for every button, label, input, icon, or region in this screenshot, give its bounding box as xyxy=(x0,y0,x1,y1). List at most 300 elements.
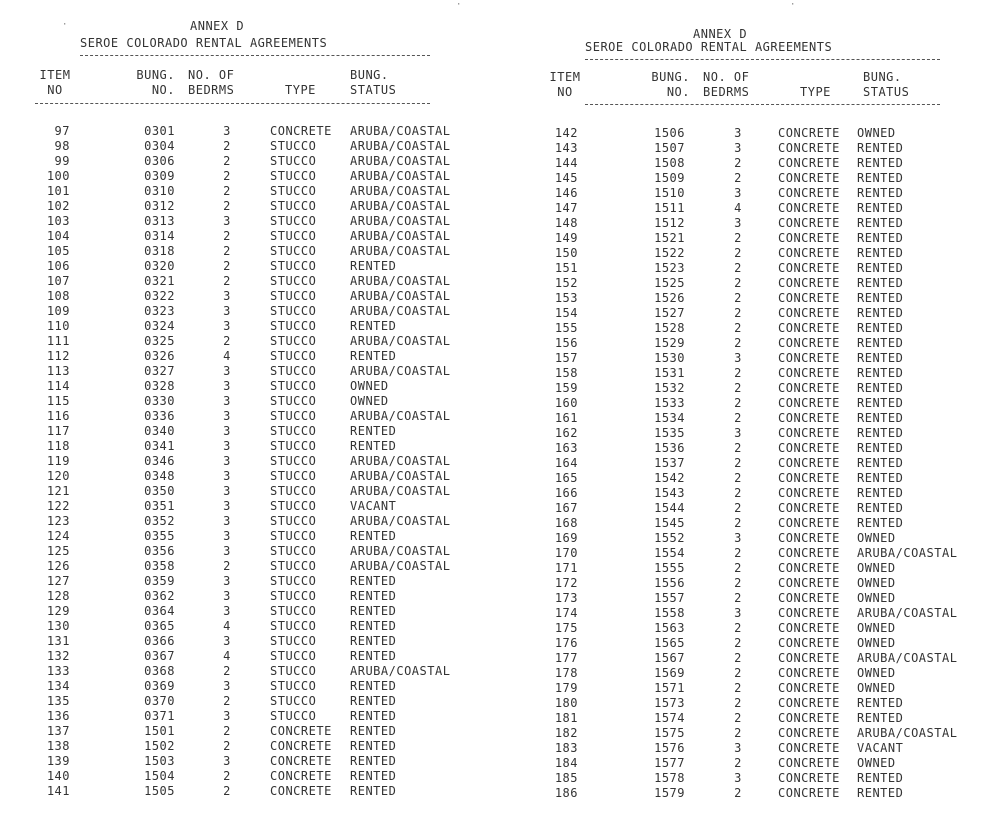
bungalow-number: 1525 xyxy=(654,276,685,290)
construction-type: STUCCO xyxy=(270,394,317,408)
item-number: 182 xyxy=(554,726,578,740)
bungalow-number: 0324 xyxy=(144,319,175,333)
table-row xyxy=(30,139,500,154)
bungalow-number: 0359 xyxy=(144,574,175,588)
construction-type: STUCCO xyxy=(270,259,317,273)
table-row xyxy=(545,501,1000,516)
bedroom-count: 3 xyxy=(223,124,231,138)
item-number: 138 xyxy=(46,739,70,753)
construction-type: STUCCO xyxy=(270,364,317,378)
table-row xyxy=(30,364,500,379)
bungalow-number: 0320 xyxy=(144,259,175,273)
table-row xyxy=(545,231,1000,246)
construction-type: CONCRETE xyxy=(778,141,840,155)
item-number: 106 xyxy=(46,259,70,273)
construction-type: CONCRETE xyxy=(270,784,332,798)
construction-type: STUCCO xyxy=(270,214,317,228)
item-number: 107 xyxy=(46,274,70,288)
bedroom-count: 3 xyxy=(734,351,742,365)
bungalow-number: 1530 xyxy=(654,351,685,365)
bedroom-count: 3 xyxy=(223,394,231,408)
bungalow-status: RENTED xyxy=(350,574,397,588)
bungalow-number: 1554 xyxy=(654,546,685,560)
table-row xyxy=(30,754,500,769)
bungalow-status: RENTED xyxy=(350,349,397,363)
bungalow-status: RENTED xyxy=(857,336,904,350)
bedroom-count: 2 xyxy=(734,696,742,710)
bungalow-status: ARUBA/COASTAL xyxy=(350,154,451,168)
table-row xyxy=(30,469,500,484)
bedroom-count: 3 xyxy=(223,214,231,228)
header-bung-no: BUNG. NO. xyxy=(136,68,175,97)
table-row xyxy=(545,261,1000,276)
bedroom-count: 2 xyxy=(734,576,742,590)
construction-type: STUCCO xyxy=(270,544,317,558)
table-row xyxy=(545,171,1000,186)
construction-type: CONCRETE xyxy=(778,561,840,575)
construction-type: CONCRETE xyxy=(778,516,840,530)
bungalow-status: RENTED xyxy=(857,351,904,365)
bungalow-status: ARUBA/COASTAL xyxy=(350,664,451,678)
item-number: 145 xyxy=(554,171,578,185)
construction-type: CONCRETE xyxy=(778,306,840,320)
bungalow-status: ARUBA/COASTAL xyxy=(350,124,451,138)
bedroom-count: 3 xyxy=(223,679,231,693)
bungalow-number: 0314 xyxy=(144,229,175,243)
title-underline xyxy=(80,55,430,56)
table-row xyxy=(545,291,1000,306)
bungalow-status: RENTED xyxy=(350,589,397,603)
construction-type: CONCRETE xyxy=(778,336,840,350)
construction-type: STUCCO xyxy=(270,409,317,423)
bungalow-status: RENTED xyxy=(857,786,904,800)
header-bedrooms: NO. OF BEDRMS xyxy=(703,70,750,99)
bungalow-status: RENTED xyxy=(857,771,904,785)
construction-type: STUCCO xyxy=(270,229,317,243)
construction-type: STUCCO xyxy=(270,199,317,213)
bedroom-count: 2 xyxy=(734,501,742,515)
item-number: 147 xyxy=(554,201,578,215)
bedroom-count: 3 xyxy=(223,424,231,438)
bungalow-number: 0310 xyxy=(144,184,175,198)
bungalow-number: 1522 xyxy=(654,246,685,260)
table-row xyxy=(545,141,1000,156)
construction-type: CONCRETE xyxy=(778,426,840,440)
table-row xyxy=(545,561,1000,576)
bungalow-number: 0368 xyxy=(144,664,175,678)
header-status: BUNG. STATUS xyxy=(863,70,910,99)
bedroom-count: 3 xyxy=(223,604,231,618)
bungalow-status: RENTED xyxy=(350,619,397,633)
bungalow-number: 1532 xyxy=(654,381,685,395)
item-number: 128 xyxy=(46,589,70,603)
construction-type: CONCRETE xyxy=(778,291,840,305)
bungalow-number: 1536 xyxy=(654,441,685,455)
table-row xyxy=(30,634,500,649)
table-row xyxy=(545,621,1000,636)
item-number: 141 xyxy=(46,784,70,798)
bedroom-count: 3 xyxy=(223,364,231,378)
bungalow-number: 0341 xyxy=(144,439,175,453)
bungalow-status: ARUBA/COASTAL xyxy=(857,606,958,620)
table-row xyxy=(30,229,500,244)
construction-type: CONCRETE xyxy=(778,321,840,335)
construction-type: CONCRETE xyxy=(778,756,840,770)
item-number: 159 xyxy=(554,381,578,395)
table-row xyxy=(30,694,500,709)
bungalow-number: 0340 xyxy=(144,424,175,438)
bungalow-number: 0326 xyxy=(144,349,175,363)
bedroom-count: 2 xyxy=(223,769,231,783)
bedroom-count: 3 xyxy=(223,484,231,498)
bedroom-count: 2 xyxy=(223,784,231,798)
item-number: 112 xyxy=(46,349,70,363)
bungalow-status: OWNED xyxy=(857,576,896,590)
table-row xyxy=(545,216,1000,231)
table-body xyxy=(30,124,500,799)
construction-type: STUCCO xyxy=(270,169,317,183)
item-number: 161 xyxy=(554,411,578,425)
bungalow-number: 0358 xyxy=(144,559,175,573)
bungalow-number: 1544 xyxy=(654,501,685,515)
header-item-no: ITEM NO xyxy=(39,68,71,97)
construction-type: STUCCO xyxy=(270,469,317,483)
bedroom-count: 3 xyxy=(223,589,231,603)
item-number: 174 xyxy=(554,606,578,620)
bungalow-number: 1528 xyxy=(654,321,685,335)
table-row xyxy=(30,484,500,499)
construction-type: CONCRETE xyxy=(778,231,840,245)
bungalow-status: RENTED xyxy=(350,694,397,708)
bungalow-number: 0318 xyxy=(144,244,175,258)
bedroom-count: 2 xyxy=(734,636,742,650)
bedroom-count: 3 xyxy=(223,529,231,543)
bungalow-status: ARUBA/COASTAL xyxy=(350,214,451,228)
bungalow-number: 0304 xyxy=(144,139,175,153)
bedroom-count: 2 xyxy=(734,381,742,395)
bungalow-number: 1533 xyxy=(654,396,685,410)
bedroom-count: 3 xyxy=(734,606,742,620)
item-number: 102 xyxy=(46,199,70,213)
item-number: 114 xyxy=(46,379,70,393)
bedroom-count: 2 xyxy=(734,471,742,485)
construction-type: CONCRETE xyxy=(778,771,840,785)
bungalow-number: 0306 xyxy=(144,154,175,168)
table-row xyxy=(30,379,500,394)
item-number: 122 xyxy=(46,499,70,513)
bedroom-count: 3 xyxy=(223,634,231,648)
construction-type: STUCCO xyxy=(270,634,317,648)
bedroom-count: 2 xyxy=(734,396,742,410)
construction-type: CONCRETE xyxy=(778,396,840,410)
bungalow-number: 0355 xyxy=(144,529,175,543)
item-number: 171 xyxy=(554,561,578,575)
item-number: 166 xyxy=(554,486,578,500)
item-number: 115 xyxy=(46,394,70,408)
bedroom-count: 2 xyxy=(734,456,742,470)
bungalow-status: RENTED xyxy=(857,321,904,335)
bungalow-status: ARUBA/COASTAL xyxy=(857,546,958,560)
construction-type: CONCRETE xyxy=(778,156,840,170)
bungalow-number: 1534 xyxy=(654,411,685,425)
construction-type: CONCRETE xyxy=(778,786,840,800)
bungalow-number: 1507 xyxy=(654,141,685,155)
construction-type: CONCRETE xyxy=(778,186,840,200)
table-row xyxy=(30,709,500,724)
item-number: 100 xyxy=(46,169,70,183)
bedroom-count: 2 xyxy=(223,739,231,753)
construction-type: CONCRETE xyxy=(270,739,332,753)
table-row xyxy=(545,756,1000,771)
table-row xyxy=(30,589,500,604)
item-number: 158 xyxy=(554,366,578,380)
bungalow-number: 1545 xyxy=(654,516,685,530)
item-number: 172 xyxy=(554,576,578,590)
bungalow-status: RENTED xyxy=(350,259,397,273)
bungalow-number: 1511 xyxy=(654,201,685,215)
bungalow-number: 1558 xyxy=(654,606,685,620)
bungalow-number: 0322 xyxy=(144,289,175,303)
bedroom-count: 3 xyxy=(223,379,231,393)
construction-type: CONCRETE xyxy=(778,681,840,695)
item-number: 163 xyxy=(554,441,578,455)
item-number: 125 xyxy=(46,544,70,558)
header-item-no: ITEM NO xyxy=(549,70,581,99)
construction-type: CONCRETE xyxy=(778,651,840,665)
bedroom-count: 3 xyxy=(223,304,231,318)
header-underline xyxy=(35,103,430,104)
item-number: 157 xyxy=(554,351,578,365)
table-row xyxy=(30,619,500,634)
bungalow-status: RENTED xyxy=(857,246,904,260)
table-row xyxy=(30,574,500,589)
construction-type: STUCCO xyxy=(270,379,317,393)
bedroom-count: 2 xyxy=(734,651,742,665)
bungalow-status: ARUBA/COASTAL xyxy=(350,139,451,153)
bungalow-status: RENTED xyxy=(857,201,904,215)
construction-type: STUCCO xyxy=(270,439,317,453)
bedroom-count: 2 xyxy=(734,711,742,725)
bungalow-number: 0312 xyxy=(144,199,175,213)
construction-type: STUCCO xyxy=(270,319,317,333)
item-number: 165 xyxy=(554,471,578,485)
construction-type: CONCRETE xyxy=(778,711,840,725)
construction-type: CONCRETE xyxy=(778,471,840,485)
bungalow-number: 0328 xyxy=(144,379,175,393)
bungalow-status: ARUBA/COASTAL xyxy=(350,454,451,468)
bedroom-count: 3 xyxy=(734,216,742,230)
bungalow-number: 0346 xyxy=(144,454,175,468)
bungalow-number: 0330 xyxy=(144,394,175,408)
bungalow-number: 0371 xyxy=(144,709,175,723)
item-number: 176 xyxy=(554,636,578,650)
bungalow-status: RENTED xyxy=(857,426,904,440)
title-underline xyxy=(585,59,940,60)
table-row xyxy=(30,544,500,559)
scan-speck: · xyxy=(456,0,462,10)
bungalow-number: 1565 xyxy=(654,636,685,650)
table-row xyxy=(545,201,1000,216)
bungalow-status: RENTED xyxy=(350,739,397,753)
construction-type: CONCRETE xyxy=(778,696,840,710)
construction-type: STUCCO xyxy=(270,484,317,498)
table-row xyxy=(545,486,1000,501)
item-number: 104 xyxy=(46,229,70,243)
construction-type: CONCRETE xyxy=(778,501,840,515)
table-row xyxy=(545,726,1000,741)
bungalow-status: OWNED xyxy=(857,621,896,635)
table-row xyxy=(545,456,1000,471)
bedroom-count: 2 xyxy=(223,229,231,243)
bungalow-status: RENTED xyxy=(857,171,904,185)
bungalow-number: 0356 xyxy=(144,544,175,558)
bungalow-status: OWNED xyxy=(857,591,896,605)
bedroom-count: 3 xyxy=(223,469,231,483)
bedroom-count: 3 xyxy=(734,426,742,440)
bedroom-count: 2 xyxy=(734,786,742,800)
item-number: 181 xyxy=(554,711,578,725)
table-row xyxy=(30,259,500,274)
bungalow-number: 1504 xyxy=(144,769,175,783)
item-number: 167 xyxy=(554,501,578,515)
header-underline xyxy=(585,104,940,105)
item-number: 131 xyxy=(46,634,70,648)
bungalow-status: ARUBA/COASTAL xyxy=(350,484,451,498)
bungalow-status: ARUBA/COASTAL xyxy=(350,229,451,243)
bungalow-number: 1567 xyxy=(654,651,685,665)
bungalow-status: OWNED xyxy=(350,379,389,393)
table-row xyxy=(545,546,1000,561)
construction-type: CONCRETE xyxy=(270,724,332,738)
header-status: BUNG. STATUS xyxy=(350,68,397,97)
table-row xyxy=(30,559,500,574)
bungalow-status: RENTED xyxy=(350,709,397,723)
bungalow-number: 0327 xyxy=(144,364,175,378)
construction-type: CONCRETE xyxy=(778,606,840,620)
construction-type: CONCRETE xyxy=(270,754,332,768)
bedroom-count: 3 xyxy=(223,289,231,303)
table-row xyxy=(545,156,1000,171)
bungalow-number: 0350 xyxy=(144,484,175,498)
construction-type: CONCRETE xyxy=(270,124,332,138)
item-number: 97 xyxy=(54,124,70,138)
bungalow-number: 0351 xyxy=(144,499,175,513)
item-number: 180 xyxy=(554,696,578,710)
bungalow-number: 1531 xyxy=(654,366,685,380)
item-number: 142 xyxy=(554,126,578,140)
table-row xyxy=(545,246,1000,261)
bungalow-status: ARUBA/COASTAL xyxy=(857,726,958,740)
bungalow-status: RENTED xyxy=(857,501,904,515)
construction-type: STUCCO xyxy=(270,424,317,438)
item-number: 126 xyxy=(46,559,70,573)
table-row xyxy=(545,306,1000,321)
table-row xyxy=(545,366,1000,381)
bungalow-number: 0370 xyxy=(144,694,175,708)
bungalow-number: 1556 xyxy=(654,576,685,590)
table-row xyxy=(545,531,1000,546)
bedroom-count: 2 xyxy=(734,621,742,635)
construction-type: STUCCO xyxy=(270,139,317,153)
bungalow-status: ARUBA/COASTAL xyxy=(350,289,451,303)
bungalow-number: 1527 xyxy=(654,306,685,320)
bungalow-number: 0364 xyxy=(144,604,175,618)
item-number: 130 xyxy=(46,619,70,633)
bedroom-count: 3 xyxy=(734,141,742,155)
construction-type: CONCRETE xyxy=(778,366,840,380)
annex-label: ANNEX D xyxy=(190,19,245,33)
item-number: 133 xyxy=(46,664,70,678)
table-row xyxy=(545,396,1000,411)
construction-type: STUCCO xyxy=(270,559,317,573)
table-row xyxy=(545,666,1000,681)
bungalow-status: RENTED xyxy=(350,679,397,693)
table-row xyxy=(545,381,1000,396)
bungalow-number: 1569 xyxy=(654,666,685,680)
bedroom-count: 2 xyxy=(734,276,742,290)
item-number: 144 xyxy=(554,156,578,170)
scan-speck: · xyxy=(62,20,68,30)
bungalow-status: RENTED xyxy=(857,291,904,305)
bungalow-status: RENTED xyxy=(857,366,904,380)
table-row xyxy=(545,636,1000,651)
bungalow-number: 1543 xyxy=(654,486,685,500)
bedroom-count: 3 xyxy=(223,409,231,423)
bungalow-status: RENTED xyxy=(857,396,904,410)
bedroom-count: 2 xyxy=(223,559,231,573)
table-row xyxy=(30,319,500,334)
bungalow-number: 0367 xyxy=(144,649,175,663)
bedroom-count: 2 xyxy=(734,591,742,605)
bungalow-number: 1573 xyxy=(654,696,685,710)
table-row xyxy=(30,154,500,169)
item-number: 108 xyxy=(46,289,70,303)
bungalow-status: ARUBA/COASTAL xyxy=(350,544,451,558)
construction-type: STUCCO xyxy=(270,274,317,288)
bungalow-status: RENTED xyxy=(350,784,397,798)
bedroom-count: 4 xyxy=(223,649,231,663)
bungalow-status: RENTED xyxy=(350,424,397,438)
construction-type: STUCCO xyxy=(270,154,317,168)
bungalow-status: RENTED xyxy=(857,711,904,725)
item-number: 151 xyxy=(554,261,578,275)
item-number: 120 xyxy=(46,469,70,483)
bungalow-status: ARUBA/COASTAL xyxy=(350,274,451,288)
table-row xyxy=(30,769,500,784)
bungalow-status: RENTED xyxy=(857,261,904,275)
construction-type: STUCCO xyxy=(270,709,317,723)
bungalow-status: RENTED xyxy=(350,604,397,618)
bungalow-status: RENTED xyxy=(857,486,904,500)
item-number: 137 xyxy=(46,724,70,738)
bungalow-number: 0365 xyxy=(144,619,175,633)
bungalow-number: 1537 xyxy=(654,456,685,470)
bungalow-status: RENTED xyxy=(857,381,904,395)
table-row xyxy=(30,409,500,424)
item-number: 146 xyxy=(554,186,578,200)
table-row xyxy=(30,739,500,754)
item-number: 164 xyxy=(554,456,578,470)
table-row xyxy=(545,711,1000,726)
bungalow-status: RENTED xyxy=(857,456,904,470)
item-number: 113 xyxy=(46,364,70,378)
construction-type: STUCCO xyxy=(270,514,317,528)
bedroom-count: 2 xyxy=(734,516,742,530)
construction-type: CONCRETE xyxy=(270,769,332,783)
bedroom-count: 2 xyxy=(734,366,742,380)
bungalow-number: 0336 xyxy=(144,409,175,423)
bungalow-status: RENTED xyxy=(857,696,904,710)
